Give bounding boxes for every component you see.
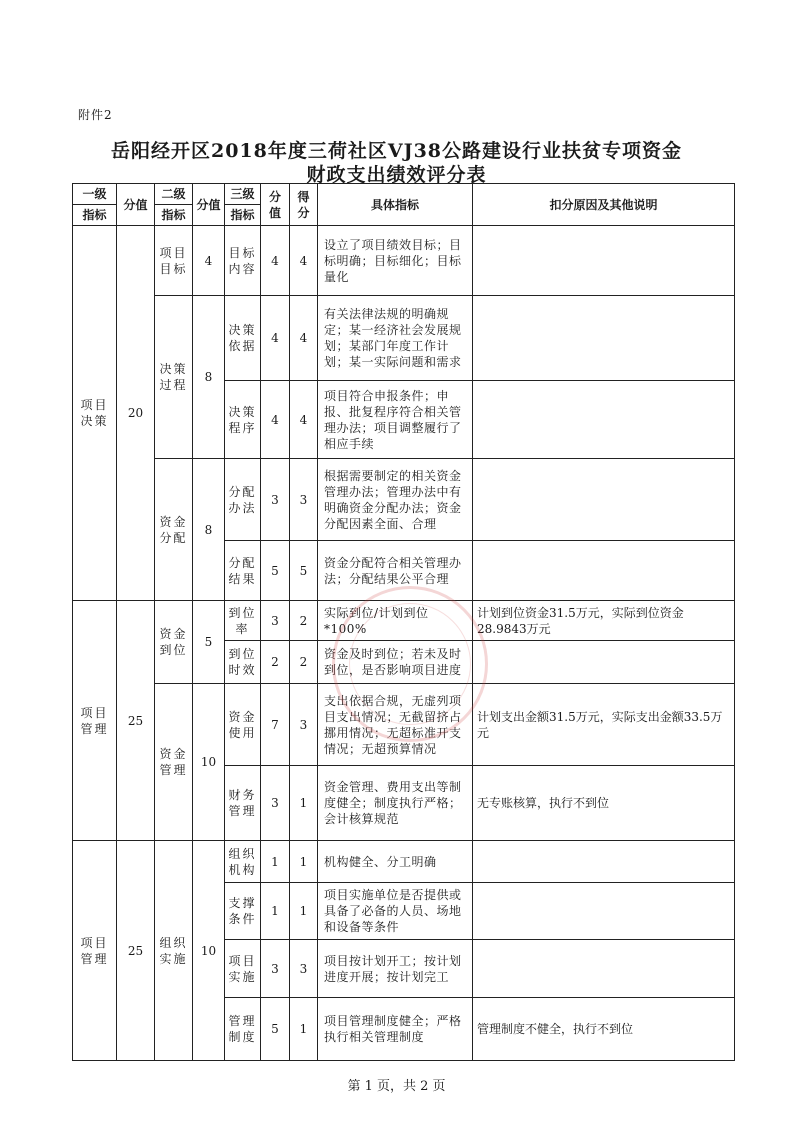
indicator-reason <box>473 459 735 541</box>
subgroup-score: 5 <box>193 601 225 684</box>
header-level2-sub: 指标 <box>155 205 193 226</box>
indicator-name: 决策程序 <box>225 381 261 459</box>
header-score1: 分值 <box>117 184 155 226</box>
header-score2: 分值 <box>193 184 225 226</box>
indicator-reason <box>473 226 735 296</box>
subgroup-name: 项目目标 <box>155 226 193 296</box>
indicator-got: 1 <box>290 766 318 841</box>
indicator-name: 支撑条件 <box>225 883 261 940</box>
subgroup-score: 10 <box>193 841 225 1061</box>
subgroup-score: 10 <box>193 684 225 841</box>
table-row <box>73 226 735 296</box>
header-level3: 三级 <box>225 184 261 205</box>
header-detail: 具体指标 <box>318 184 473 226</box>
group-score: 25 <box>117 601 155 841</box>
indicator-name: 资金使用 <box>225 684 261 766</box>
indicator-got: 4 <box>290 381 318 459</box>
indicator-score: 1 <box>261 841 290 883</box>
header-level1: 一级 <box>73 184 117 205</box>
attachment-label: 附件2 <box>78 108 113 122</box>
indicator-detail: 资金管理、费用支出等制度健全；制度执行严格；会计核算规范 <box>318 766 473 841</box>
table-row <box>73 601 735 641</box>
indicator-detail: 资金及时到位；若未及时到位，是否影响项目进度 <box>318 641 473 684</box>
header-reason: 扣分原因及其他说明 <box>473 184 735 226</box>
subgroup-score: 4 <box>193 226 225 296</box>
indicator-score: 3 <box>261 459 290 541</box>
indicator-reason <box>473 883 735 940</box>
indicator-got: 3 <box>290 459 318 541</box>
header-row <box>73 184 735 205</box>
score-table <box>72 183 735 1061</box>
indicator-detail: 机构健全、分工明确 <box>318 841 473 883</box>
page-title: 岳阳经开区2018年度三荷社区VJ38公路建设行业扶贫专项资金 <box>110 140 683 162</box>
indicator-detail: 有关法律法规的明确规定；某一经济社会发展规划；某部门年度工作计划；某一实际问题和需求 <box>318 296 473 381</box>
indicator-score: 4 <box>261 226 290 296</box>
indicator-reason: 无专账核算，执行不到位 <box>473 766 735 841</box>
indicator-reason <box>473 641 735 684</box>
indicator-score: 2 <box>261 641 290 684</box>
indicator-detail: 根据需要制定的相关资金管理办法；管理办法中有明确资金分配办法；资金分配因素全面、合理 <box>318 459 473 541</box>
indicator-name: 分配结果 <box>225 541 261 601</box>
indicator-reason: 计划到位资金31.5万元，实际到位资金28.9843万元 <box>473 601 735 641</box>
indicator-detail: 设立了项目绩效目标；目标明确；目标细化；目标量化 <box>318 226 473 296</box>
subgroup-name: 决策过程 <box>155 296 193 459</box>
indicator-score: 3 <box>261 601 290 641</box>
subgroup-name: 资金到位 <box>155 601 193 684</box>
indicator-reason <box>473 381 735 459</box>
group-name: 项目决策 <box>73 226 117 601</box>
indicator-score: 5 <box>261 998 290 1061</box>
indicator-got: 2 <box>290 641 318 684</box>
indicator-reason: 计划支出金额31.5万元，实际支出金额33.5万元 <box>473 684 735 766</box>
page-subtitle: 财政支出绩效评分表 <box>306 164 487 186</box>
header-got: 得分 <box>290 184 318 226</box>
header-level2: 二级 <box>155 184 193 205</box>
indicator-detail: 项目管理制度健全；严格执行相关管理制度 <box>318 998 473 1061</box>
indicator-score: 3 <box>261 940 290 998</box>
indicator-got: 3 <box>290 940 318 998</box>
indicator-score: 4 <box>261 296 290 381</box>
indicator-got: 3 <box>290 684 318 766</box>
table-row <box>73 841 735 883</box>
indicator-detail: 项目符合申报条件；申报、批复程序符合相关管理办法；项目调整履行了相应手续 <box>318 381 473 459</box>
indicator-detail: 支出依据合规，无虚列项目支出情况；无截留挤占挪用情况；无超标准开支情况；无超预算情况 <box>318 684 473 766</box>
indicator-name: 组织机构 <box>225 841 261 883</box>
table-row <box>73 684 735 766</box>
table-row <box>73 459 735 541</box>
indicator-name: 管理制度 <box>225 998 261 1061</box>
indicator-score: 7 <box>261 684 290 766</box>
indicator-name: 财务管理 <box>225 766 261 841</box>
indicator-got: 2 <box>290 601 318 641</box>
subgroup-score: 8 <box>193 459 225 601</box>
header-level1-sub: 指标 <box>73 205 117 226</box>
subgroup-score: 8 <box>193 296 225 459</box>
indicator-reason <box>473 841 735 883</box>
group-name: 项目管理 <box>73 841 117 1061</box>
indicator-got: 4 <box>290 296 318 381</box>
subgroup-name: 资金管理 <box>155 684 193 841</box>
indicator-score: 3 <box>261 766 290 841</box>
indicator-reason <box>473 541 735 601</box>
header-score3: 分值 <box>261 184 290 226</box>
indicator-name: 目标内容 <box>225 226 261 296</box>
indicator-name: 分配办法 <box>225 459 261 541</box>
indicator-got: 1 <box>290 841 318 883</box>
indicator-detail: 项目实施单位是否提供或具备了必备的人员、场地和设备等条件 <box>318 883 473 940</box>
indicator-got: 1 <box>290 998 318 1061</box>
indicator-name: 决策依据 <box>225 296 261 381</box>
subgroup-name: 资金分配 <box>155 459 193 601</box>
indicator-got: 5 <box>290 541 318 601</box>
indicator-name: 到位时效 <box>225 641 261 684</box>
header-level3-sub: 指标 <box>225 205 261 226</box>
subgroup-name: 组织实施 <box>155 841 193 1061</box>
indicator-detail: 实际到位/计划到位*100% <box>318 601 473 641</box>
indicator-detail: 项目按计划开工；按计划进度开展；按计划完工 <box>318 940 473 998</box>
group-name: 项目管理 <box>73 601 117 841</box>
indicator-reason: 管理制度不健全，执行不到位 <box>473 998 735 1061</box>
indicator-score: 4 <box>261 381 290 459</box>
group-score: 25 <box>117 841 155 1061</box>
group-score: 20 <box>117 226 155 601</box>
page-footer: 第 1 页，共 2 页 <box>347 1079 446 1094</box>
table-row <box>73 296 735 381</box>
indicator-reason <box>473 940 735 998</box>
indicator-got: 4 <box>290 226 318 296</box>
indicator-name: 项目实施 <box>225 940 261 998</box>
indicator-name: 到位率 <box>225 601 261 641</box>
indicator-detail: 资金分配符合相关管理办法；分配结果公平合理 <box>318 541 473 601</box>
indicator-score: 5 <box>261 541 290 601</box>
indicator-reason <box>473 296 735 381</box>
indicator-score: 1 <box>261 883 290 940</box>
indicator-got: 1 <box>290 883 318 940</box>
